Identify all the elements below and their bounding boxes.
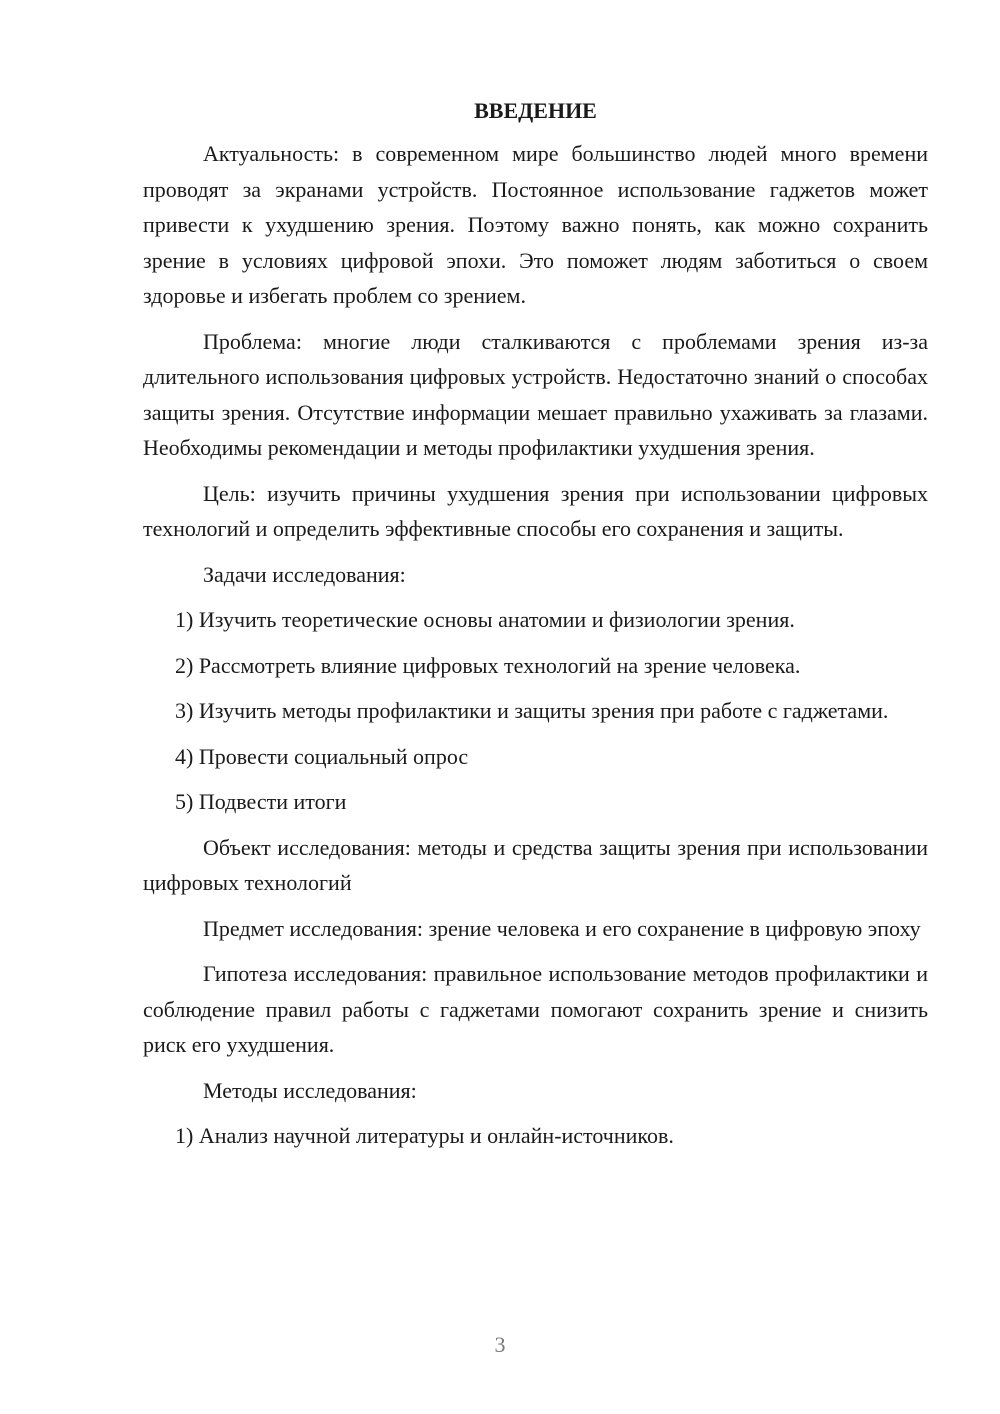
paragraph-subject: Предмет исследования: зрение человека и его сохранение в цифровую эпоху (203, 915, 921, 941)
task-item-1: 1) Изучить теоретические основы анатомии и физиологии зрения. (175, 607, 795, 632)
tasks-heading: Задачи исследования: (203, 561, 406, 587)
task-item-2: 2) Рассмотреть влияние цифровых технологий на зрение человека. (175, 652, 801, 678)
paragraph-hypothesis: Гипотеза исследования: правильное использование методов профилактики и соблюдение правил работы с гаджетами помогают сохранить зрение и снизить риск его ухудшения. (143, 961, 928, 1057)
paragraph-problem: Проблема: многие люди сталкиваются с проблемами зрения из-за длительного использования цифровых устройств. Недостаточно знаний о способах защиты зрения. Отсутствие информации мешает правильно ухаживать за глазами. Необходимы рекомендации и методы профилактики ухудшения зрения. (143, 328, 928, 460)
paragraph-relevance: Актуальность: в современном мире большинство людей много времени проводят за экранами устройств. Постоянное использование гаджетов может привести к ухудшению зрения. Поэтому важно понять, как можно сохранить зрение в условиях цифровой эпохи. Это поможет людям заботиться о своем здоровье и избегать проблем со зрением. (143, 141, 928, 308)
task-item-5: 5) Подвести итоги (175, 789, 347, 814)
method-item-1: 1) Анализ научной литературы и онлайн-источников. (175, 1123, 674, 1148)
methods-heading: Методы исследования: (203, 1077, 417, 1103)
task-item-4: 4) Провести социальный опрос (175, 743, 469, 769)
document-page (143, 96, 928, 1164)
page-title: ВВЕДЕНИЕ (474, 98, 597, 123)
paragraph-goal: Цель: изучить причины ухудшения зрения при использовании цифровых технологий и определить эффективные способы его сохранения и защиты. (143, 480, 928, 541)
task-item-3: 3) Изучить методы профилактики и защиты зрения при работе с гаджетами. (175, 698, 889, 723)
paragraph-object: Объект исследования: методы и средства защиты зрения при использовании цифровых технологий (143, 834, 928, 895)
page-number: 3 (494, 1332, 506, 1357)
